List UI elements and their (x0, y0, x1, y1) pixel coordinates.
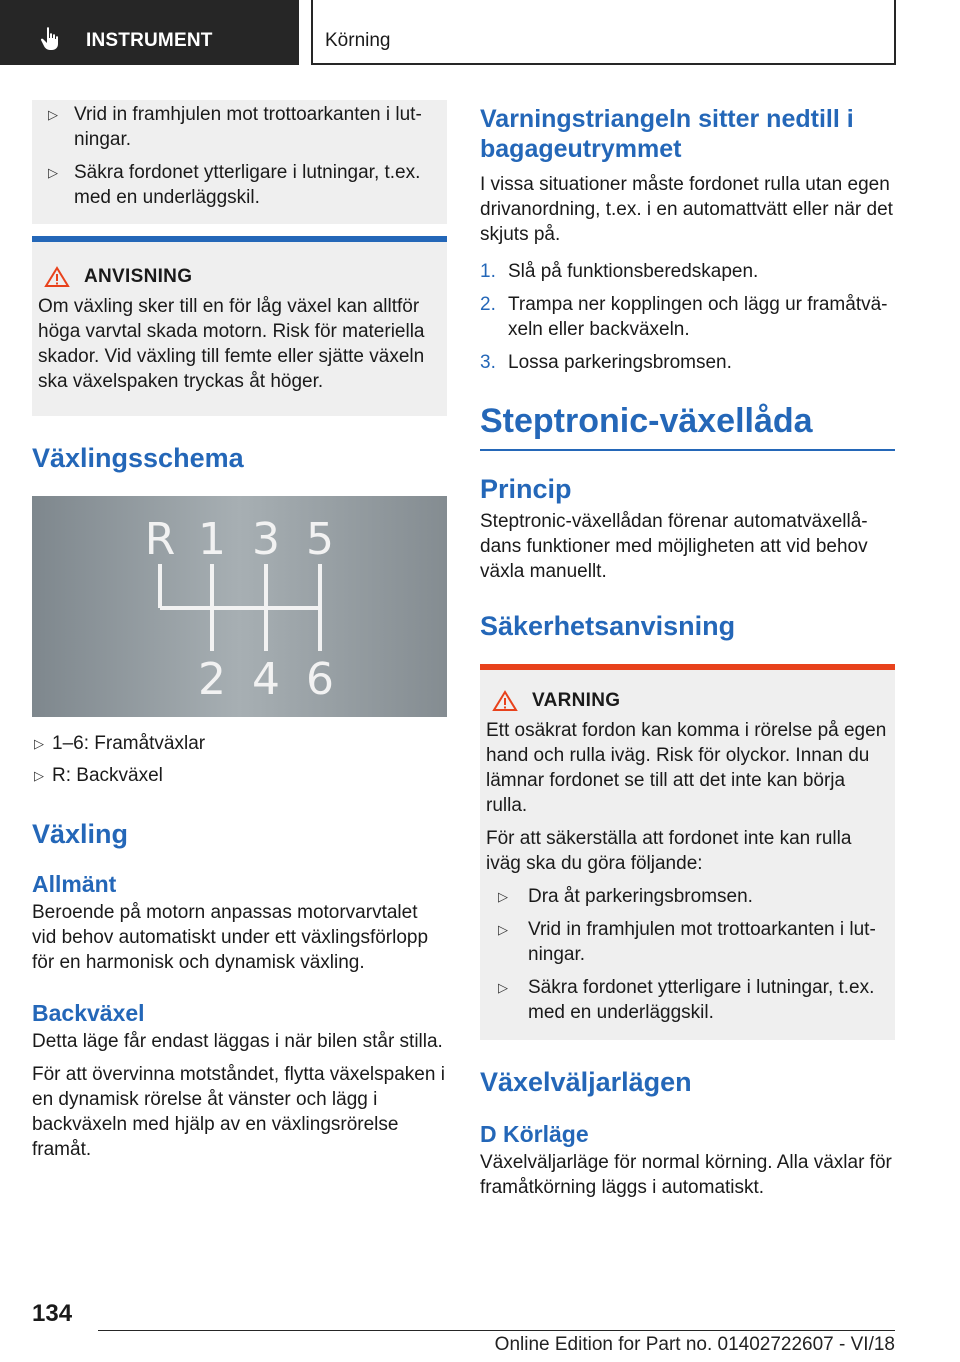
reverse-text: För att övervinna motståndet, flytta växelspaken i en dynamisk rörelse åt vänster och lägg i backväxeln med hjälp av en växlingsrörelse framåt. (32, 1064, 445, 1160)
warning-text: För att säkerställa att fordonet inte kan rulla iväg ska du göra följande: (486, 828, 852, 874)
safety-heading: Säkerhetsanvisning (480, 611, 736, 641)
list-item: 1. Slå på funktionsberedskapen. (480, 261, 759, 282)
reverse-heading: Backväxel (32, 1000, 145, 1026)
footer-divider (98, 1330, 895, 1331)
triangle-bullet-icon: ▷ (34, 768, 44, 783)
warning-triangle-icon (492, 690, 518, 712)
general-heading: Allmänt (32, 871, 117, 897)
steps-list (480, 259, 895, 375)
drive-mode-heading: D Körläge (480, 1121, 589, 1147)
list-item: ▷ Säkra fordonet ytterligare i lutningar, t.ex. med en underläggskil. (48, 162, 421, 208)
warning-triangle-heading: Varningstriangeln sitter nedtill i bagageutrymmet (480, 105, 854, 163)
triangle-bullet-icon: ▷ (48, 107, 58, 122)
list-item: ▷ Vrid in framhjulen mot trottoarkanten i lutningar. (498, 919, 876, 965)
gear-label: 1 (198, 514, 226, 565)
gear-pattern-heading: Växlingsschema (32, 443, 244, 473)
shifting-heading: Växling (32, 819, 129, 849)
warning-bullets (486, 884, 889, 1025)
page-number: 134 (32, 1300, 73, 1327)
warning-header (486, 690, 889, 712)
notice-header (38, 266, 439, 288)
continued-bullets-box (32, 100, 447, 224)
gear-pattern-diagram (32, 496, 447, 717)
list-item: ▷ Dra åt parkeringsbromsen. (498, 886, 753, 907)
list-item: ▷ 1–6: Framåtväxlar (34, 733, 206, 754)
left-column (32, 100, 447, 1162)
general-text: Beroende på motorn anpassas motorvarvtalet vid behov automatiskt under ett växlingsförlopp för en harmonisk och dynamisk växling. (32, 902, 429, 973)
gear-label: 4 (252, 654, 280, 705)
drive-mode-text: Växelväljarläge för normal körning. Alla växlar för framåtkörning läggs i automatiskt. (480, 1152, 892, 1198)
gear-label: 2 (198, 654, 226, 705)
warning-triangle-text: I vissa situationer måste fordonet rulla utan egen drivanordning, t.ex. i en automattvätt eller när det skjuts på. (480, 174, 893, 245)
gear-legend-list (32, 731, 447, 788)
triangle-bullet-icon: ▷ (48, 165, 58, 180)
chapter-label: Körning (325, 30, 391, 51)
gear-label: 3 (252, 514, 280, 565)
edition-text: Online Edition for Part no. 01402722607 - VI/18 (494, 1334, 895, 1355)
triangle-bullet-icon: ▷ (498, 889, 508, 904)
warning-title: VARNING (532, 690, 621, 711)
gear-label: 5 (306, 514, 334, 565)
list-item: 3. Lossa parkeringsbromsen. (480, 352, 732, 373)
section-label: INSTRUMENT (86, 30, 213, 51)
list-item: ▷ R: Backväxel (34, 765, 163, 786)
triangle-bullet-icon: ▷ (498, 980, 508, 995)
right-column (480, 104, 895, 1200)
list-item: 2. Trampa ner kopplingen och lägg ur framåtväxeln eller backväxeln. (480, 294, 888, 340)
warning-triangle-icon (44, 266, 70, 288)
warning-box (480, 664, 895, 1040)
reverse-text: Detta läge får endast läggas i när bilen står stilla. (32, 1031, 443, 1052)
steptronic-heading: Steptronic-växellåda (480, 399, 895, 451)
selector-positions-heading: Växelväljarlägen (480, 1067, 692, 1097)
hand-pointer-icon (38, 26, 64, 52)
triangle-bullet-icon: ▷ (498, 922, 508, 937)
section-tab (0, 0, 299, 65)
warning-text: Ett osäkrat fordon kan komma i rörelse på egen hand och rulla iväg. Risk för olyckor. Innan du lämnar fordonet se till att det inte kan börja rulla. (486, 720, 887, 816)
list-item: ▷ Säkra fordonet ytterligare i lutningar, t.ex. med en underläggskil. (498, 977, 875, 1023)
gear-label: 6 (306, 654, 334, 705)
principle-text: Steptronic-växellådan förenar automatväxellådans funktioner med möjligheten att vid behov växla manuellt. (480, 511, 868, 582)
notice-title: ANVISNING (84, 266, 193, 287)
gear-label: R (144, 514, 176, 565)
principle-heading: Princip (480, 474, 572, 504)
triangle-bullet-icon: ▷ (34, 736, 44, 751)
notice-text: Om växling sker till en för låg växel kan alltför höga varvtal skada motorn. Risk för materiella skador. Vid växling till femte eller sjätte växeln ska växelspaken tryckas åt höger. (38, 296, 425, 392)
notice-box (32, 236, 447, 416)
list-item: ▷ Vrid in framhjulen mot trottoarkanten i lutningar. (48, 104, 422, 150)
gear-shift-pattern-image (32, 496, 447, 717)
chapter-tab (311, 0, 896, 65)
